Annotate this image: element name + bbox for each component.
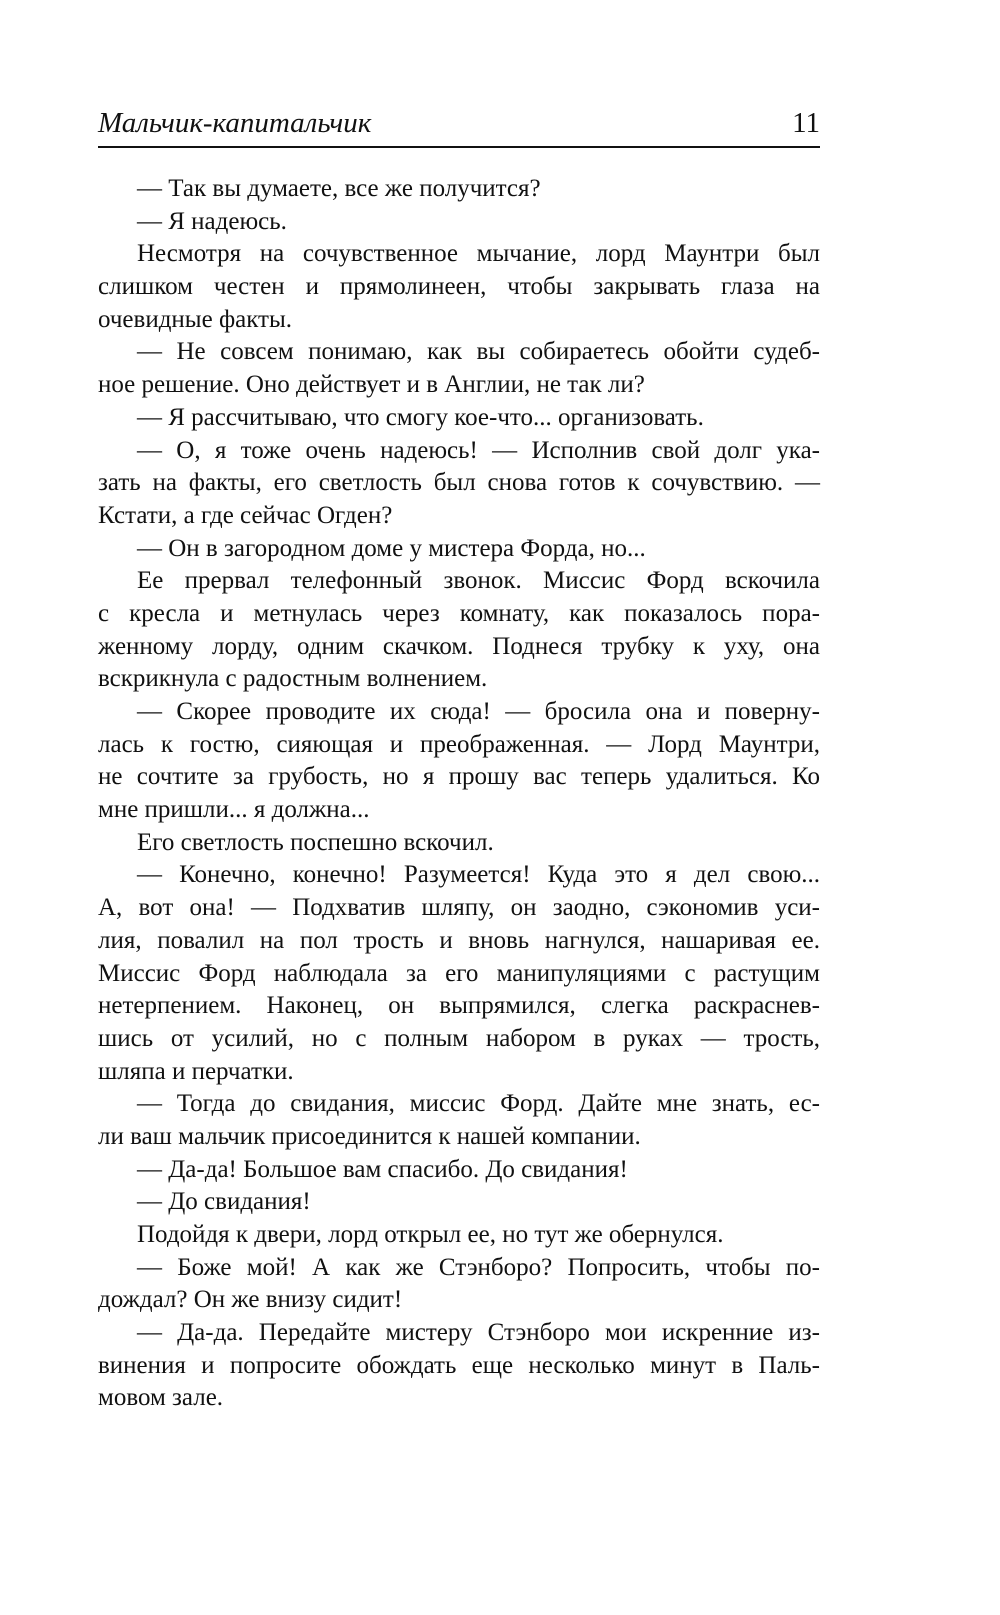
running-title: Мальчик-капитальчик	[98, 107, 372, 139]
text-line: очевидные факты.	[98, 305, 293, 333]
text-line: винения и попросите обождать еще несколько минут в Паль-	[98, 1351, 820, 1379]
text-line: Миссис Форд наблюдала за его манипуляциями с растущим	[98, 959, 820, 987]
text-line: слишком честен и прямолинеен, чтобы закрывать глаза на	[98, 273, 820, 301]
text-line: — Он в загородном доме у мистера Форда, но...	[137, 534, 646, 562]
running-header	[98, 104, 820, 148]
text-line: ли ваш мальчик присоединится к нашей компании.	[98, 1122, 641, 1150]
text-line: Его светлость поспешно вскочил.	[137, 828, 494, 856]
text-line: женному лорду, одним скачком. Поднеся трубку к уху, она	[98, 632, 820, 660]
text-line: — Так вы думаете, все же получится?	[137, 175, 541, 202]
page-number: 11	[792, 107, 820, 139]
text-line: — О, я тоже очень надеюсь! — Исполнив свой долг ука-	[137, 436, 820, 464]
text-line: — Конечно, конечно! Разумеется! Куда это я дел свою...	[137, 861, 820, 889]
text-line: шляпа и перчатки.	[98, 1057, 294, 1085]
text-line: не сочтите за грубость, но я прошу вас теперь удалиться. Ко	[98, 763, 820, 791]
text-line: — До свидания!	[137, 1188, 311, 1216]
text-line: лась к гостю, сияющая и преображенная. — Лорд Маунтри,	[98, 730, 820, 758]
text-line: Кстати, а где сейчас Огден?	[98, 501, 393, 529]
text-line: мовом зале.	[98, 1384, 224, 1412]
text-line: с кресла и метнулась через комнату, как показалось пора-	[98, 599, 820, 627]
book-page	[98, 104, 820, 1415]
text-line: шись от усилий, но с полным набором в руках — трость,	[98, 1024, 820, 1052]
text-line: дождал? Он же внизу сидит!	[98, 1286, 403, 1314]
text-line: Ее прервал телефонный звонок. Миссис Форд вскочила	[137, 567, 820, 595]
text-body	[98, 173, 820, 1415]
text-line: — Я надеюсь.	[137, 207, 287, 235]
text-line: лия, повалил на пол трость и вновь нагнулся, нашаривая ее.	[98, 926, 820, 954]
text-line: нетерпением. Наконец, он выпрямился, слегка раскраснев-	[98, 992, 820, 1020]
text-line: зать на факты, его светлость был снова готов к сочувствию. —	[98, 469, 820, 497]
text-line: — Да-да. Передайте мистеру Стэнборо мои искренние из-	[137, 1319, 820, 1347]
text-line: мне пришли... я должна...	[98, 796, 370, 824]
text-line: А, вот она! — Подхватив шляпу, он заодно, сэкономив уси-	[98, 894, 820, 922]
text-line: — Не совсем понимаю, как вы собираетесь обойти судеб-	[137, 338, 820, 366]
text-line: ное решение. Оно действует и в Англии, не так ли?	[98, 371, 645, 399]
text-line: — Скорее проводите их сюда! — бросила она и поверну-	[137, 698, 820, 725]
text-line: — Да-да! Большое вам спасибо. До свидания!	[137, 1155, 628, 1183]
text-line: — Боже мой! А как же Стэнборо? Попросить, чтобы по-	[137, 1253, 820, 1281]
text-line: — Я рассчитываю, что смогу кое-что... организовать.	[137, 403, 704, 431]
text-line: — Тогда до свидания, миссис Форд. Дайте мне знать, ес-	[137, 1090, 820, 1118]
text-line: вскрикнула с радостным волнением.	[98, 665, 488, 693]
text-line: Несмотря на сочувственное мычание, лорд Маунтри был	[137, 240, 820, 268]
text-line: Подойдя к двери, лорд открыл ее, но тут же обернулся.	[137, 1221, 724, 1248]
